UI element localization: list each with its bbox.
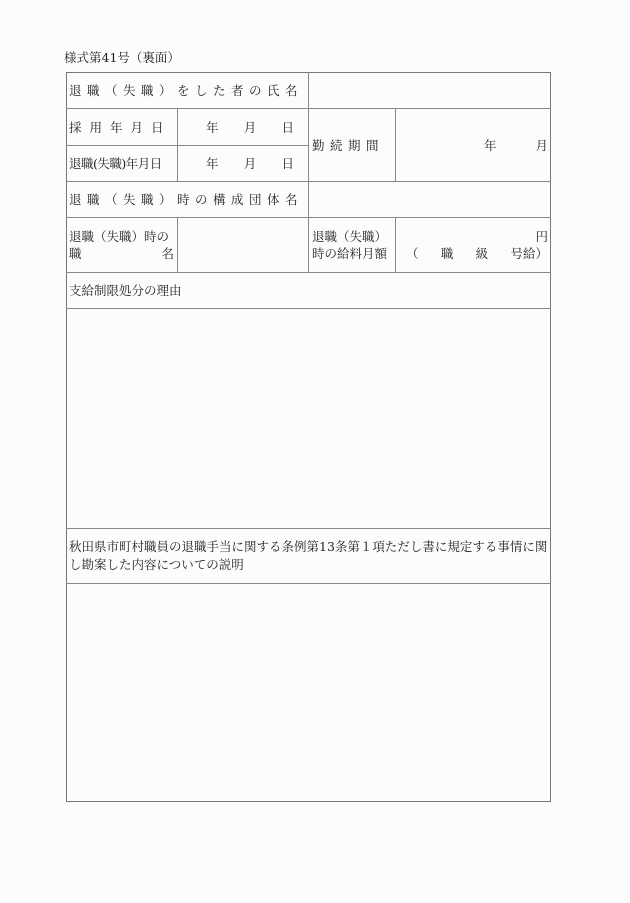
position-label-char: 職 — [69, 245, 82, 261]
day-unit: 日 — [281, 156, 294, 171]
month-unit: 月 — [535, 137, 548, 153]
retire-date-label: 退職(失職)年月日 — [69, 156, 162, 171]
paren-open: （ — [406, 245, 419, 261]
year-unit: 年 — [484, 137, 497, 153]
yen-unit: 円 — [535, 228, 548, 244]
month-unit: 月 — [243, 156, 257, 171]
salary-field[interactable] — [396, 217, 551, 272]
kyu-unit: 級 — [475, 245, 489, 261]
position-label — [66, 217, 177, 272]
position-label-char: 名 — [161, 245, 174, 261]
form-title: 様式第41号（裏面） — [64, 50, 180, 65]
shoku-unit: 職 — [440, 245, 454, 261]
org-label: 退職（失職）時の構成団体名 — [69, 192, 304, 207]
year-unit: 年 — [206, 119, 219, 135]
service-period-label: 勤続期間 — [312, 137, 385, 153]
name-field[interactable] — [309, 72, 551, 108]
explanation-text: 秋田県市町村職員の退職手当に関する条例第13条第１項ただし書に規定する事情に関し勘案した内容についての説明 — [69, 538, 548, 572]
salary-label-line2: 時の給料月額 — [312, 245, 388, 261]
salary-label — [309, 217, 395, 272]
salary-label-line1: 退職（失職） — [312, 228, 388, 244]
org-field[interactable] — [309, 181, 551, 217]
explanation-field[interactable] — [67, 584, 550, 801]
explanation-label — [66, 528, 551, 583]
month-unit: 月 — [243, 119, 257, 135]
gokyu-unit: 号給） — [510, 245, 548, 261]
hire-date-label: 採用年月日 — [69, 119, 172, 135]
name-label: 退職（失職）をした者の氏名 — [69, 83, 304, 98]
day-unit: 日 — [281, 119, 294, 135]
position-label-line1: 退職（失職）時の — [69, 228, 170, 244]
service-period-field[interactable] — [396, 108, 551, 181]
restriction-reason-label: 支給制限処分の理由 — [69, 283, 182, 298]
hire-date-field[interactable] — [178, 108, 308, 145]
restriction-reason-field[interactable] — [67, 309, 550, 528]
year-unit: 年 — [206, 156, 219, 171]
retire-date-field[interactable] — [178, 145, 308, 181]
position-field[interactable] — [178, 217, 308, 272]
